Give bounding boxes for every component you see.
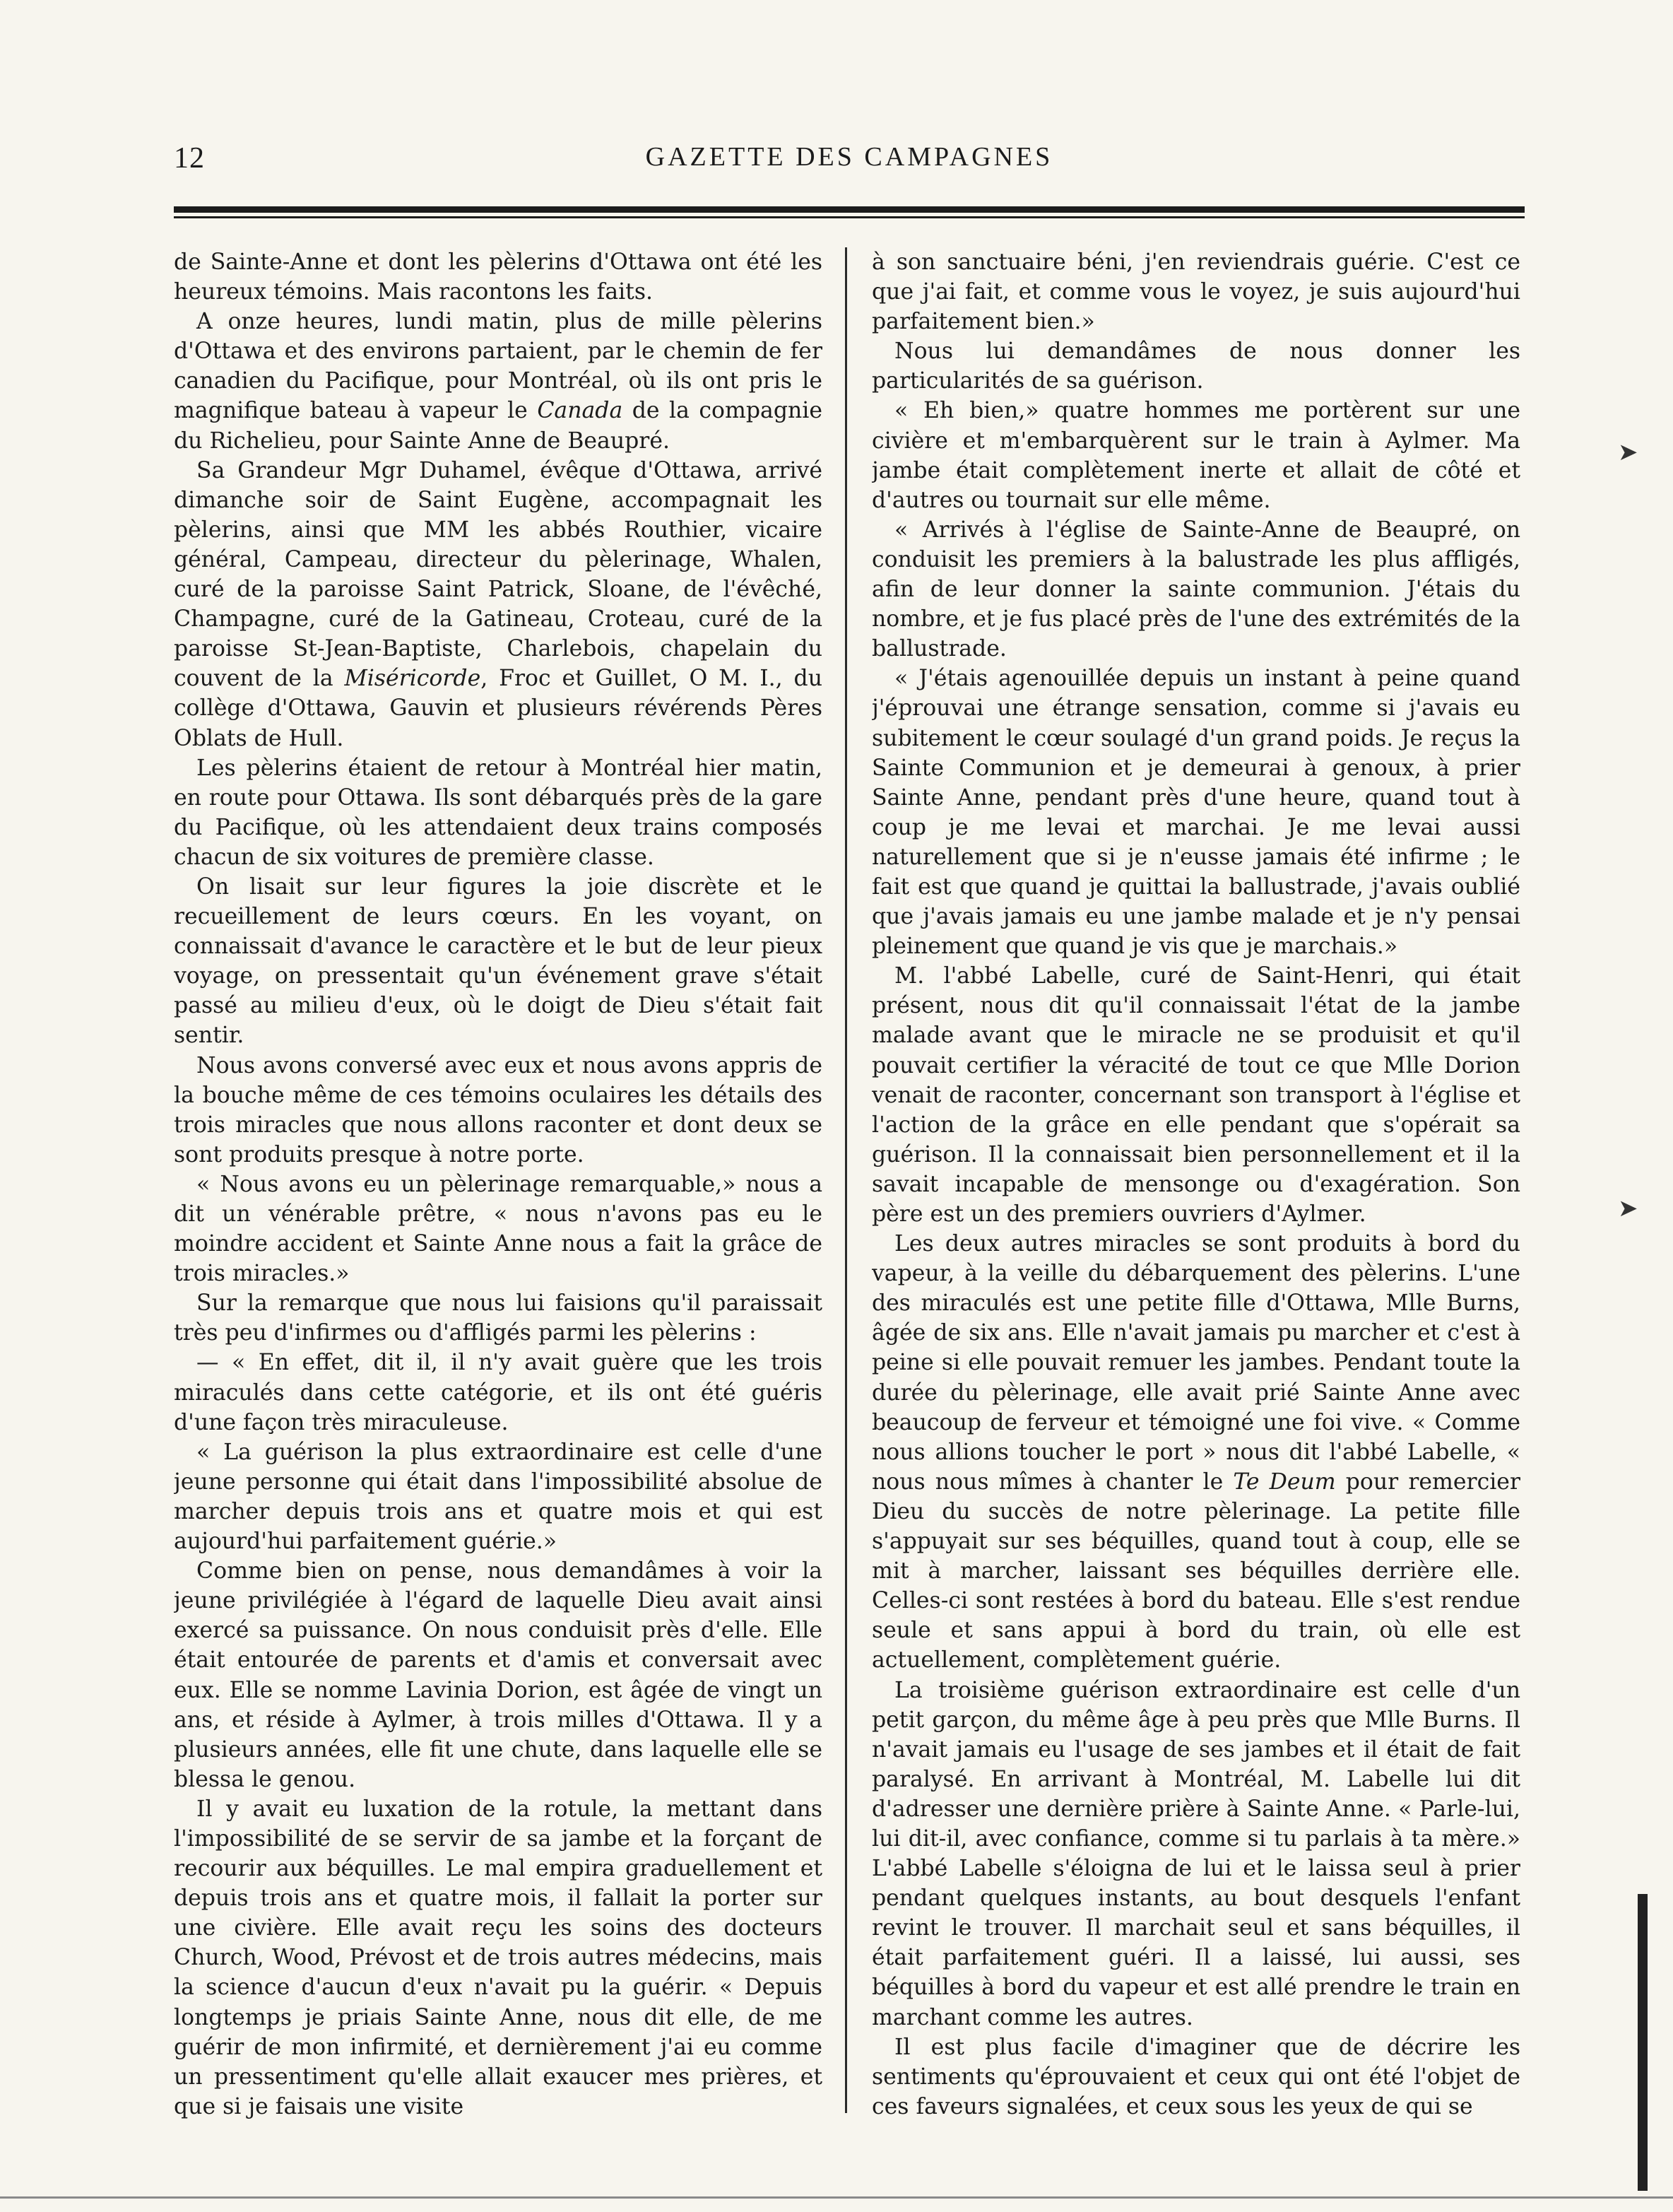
scan-speck: ➤ <box>1618 1194 1638 1223</box>
header-rule-thick <box>174 206 1525 213</box>
paragraph: M. l'abbé Labelle, curé de Saint-Henri, qui était présent, nous dit qu'il connaissait l'état de la jambe malade avant que le miracle ne se produisit et qu'il pouvait certifier la véracité de tout ce que Mlle Dorion venait de raconter, concernant son transport à l'église et l'action de la grâce en elle pendant que s'opérait sa guérison. Il la connaissait bien personnellement et il la savait incapable de mensonge ou d'exagération. Son père est un des premiers ouvriers d'Aylmer. <box>872 963 1520 1227</box>
paragraph: Sa Grandeur Mgr Duhamel, évêque d'Ottawa, arrivé dimanche soir de Saint Eugène, accompagnait les pèlerins, ainsi que MM les abbés Routhier, vicaire général, Campeau, directeur du pèlerinage, Whalen, curé de la paroisse Saint Patrick, Sloane, de l'évêché, Champagne, curé de la Gatineau, Croteau, curé de la paroisse St-Jean-Baptiste, Charlebois, chapelain du couvent de la Miséricorde, Froc et Guillet, O M. I., du collège d'Ottawa, Gauvin et plusieurs révérends Pères Oblats de Hull. <box>174 457 822 751</box>
page-header <box>174 141 1525 184</box>
paragraph: Les deux autres miracles se sont produits à bord du vapeur, à la veille du débarquement des pèlerins. L'une des miraculés est une petite fille d'Ottawa, Mlle Burns, âgée de six ans. Elle n'avait jamais pu marcher et c'est à peine si elle pouvait remuer les jambes. Pendant toute la durée du pèlerinage, elle avait prié Sainte Anne avec beaucoup de ferveur et témoigné une foi vive. « Comme nous allions toucher le port » nous dit l'abbé Labelle, « nous nous mîmes à chanter le Te Deum pour remercier Dieu du succès de notre pèlerinage. La petite fille s'appuyait sur ses béquilles, quand tout à coup, elle se mit à marcher, laissant ses béquilles derrière elle. Celles-ci sont restées à bord du bateau. Elle s'est rendue seule et sans appui à bord du train, où elle est actuellement, complètement guérie. <box>872 1231 1520 1673</box>
paragraph: « Eh bien,» quatre hommes me portèrent sur une civière et m'embarquèrent sur le train à Aylmer. Ma jambe était complètement inerte et allait de côté et d'autres ou tournait sur elle même. <box>872 398 1520 513</box>
paragraph: La troisième guérison extraordinaire est celle d'un petit garçon, du même âge à peu près que Mlle Burns. Il n'avait jamais eu l'usage de ses jambes et il était de fait paralysé. En arrivant à Montréal, M. Labelle lui dit d'adresser une dernière prière à Sainte Anne. « Parle-lui, lui dit-il, avec confiance, comme si tu parlais à ta mère.» L'abbé Labelle s'éloigna de lui et le laissa seul à prier pendant quelques instants, au bout desquels l'enfant revint le trouver. Il marchait seul et sans béquilles, il était parfaitement guéri. Il a laissé, lui aussi, ses béquilles à bord du vapeur et est allé prendre le train en marchant comme les autres. <box>872 1677 1520 2030</box>
paragraph: — « En effet, dit il, il n'y avait guère que les trois miraculés dans cette catégorie, et ils ont été guéris d'une façon très miraculeuse. <box>174 1350 822 1435</box>
right-column <box>872 247 1520 2120</box>
paragraph: On lisait sur leur figures la joie discrète et le recueillement de leurs cœurs. En les voyant, on connaissait d'avance le caractère et le but de leur pieux voyage, on pressentait qu'un événement grave s'était passé au milieu d'eux, où le doigt de Dieu s'était fait sentir. <box>174 873 822 1049</box>
paragraph: « La guérison la plus extraordinaire est celle d'une jeune personne qui était dans l'impossibilité absolue de marcher depuis trois ans et quatre mois et qui est aujourd'hui parfaitement guérie.» <box>174 1439 822 1555</box>
scan-bottom-line <box>0 2196 1673 2199</box>
paragraph: Sur la remarque que nous lui faisions qu'il paraissait très peu d'infirmes ou d'affligés parmi les pèlerins : <box>174 1290 822 1346</box>
running-title: GAZETTE DES CAMPAGNES <box>645 142 1053 172</box>
left-column <box>174 247 822 2120</box>
page-number: 12 <box>174 142 205 175</box>
header-rule-thin <box>174 216 1525 218</box>
paragraph: de Sainte-Anne et dont les pèlerins d'Ottawa ont été les heureux témoins. Mais racontons les faits. <box>174 249 822 305</box>
paragraph: à son sanctuaire béni, j'en reviendrais guérie. C'est ce que j'ai fait, et comme vous le voyez, je suis aujourd'hui parfaitement bien.» <box>872 249 1520 335</box>
paragraph: A onze heures, lundi matin, plus de mille pèlerins d'Ottawa et des environs partaient, par le chemin de fer canadien du Pacifique, pour Montréal, où ils ont pris le magnifique bateau à vapeur le Canada de la compagnie du Richelieu, pour Sainte Anne de Beaupré. <box>174 309 822 454</box>
paragraph: « Nous avons eu un pèlerinage remarquable,» nous a dit un vénérable prêtre, « nous n'avons pas eu le moindre accident et Sainte Anne nous a fait la grâce de trois miracles.» <box>174 1171 822 1287</box>
paragraph: Nous lui demandâmes de nous donner les particularités de sa guérison. <box>872 339 1520 394</box>
scan-edge-shadow <box>1638 1894 1648 2191</box>
paragraph: Comme bien on pense, nous demandâmes à voir la jeune privilégiée à l'égard de laquelle Dieu avait ainsi exercé sa puissance. On nous conduisit près d'elle. Elle était entourée de parents et d'amis et conversait avec eux. Elle se nomme Lavinia Dorion, est âgée de vingt un ans, et réside à Aylmer, à trois milles d'Ottawa. Il y a plusieurs années, elle fit une chute, dans laquelle elle se blessa le genou. <box>174 1558 822 1792</box>
paragraph: Les pèlerins étaient de retour à Montréal hier matin, en route pour Ottawa. Ils sont débarqués près de la gare du Pacifique, où les attendaient deux trains composés chacun de six voitures de première classe. <box>174 755 822 870</box>
paragraph: « Arrivés à l'église de Sainte-Anne de Beaupré, on conduisit les premiers à la balustrade les plus affligés, afin de leur donner la sainte communion. J'étais du nombre, et je fus placé près de l'une des extrémités de la ballustrade. <box>872 517 1520 662</box>
column-divider <box>845 247 847 2113</box>
paragraph: Nous avons conversé avec eux et nous avons appris de la bouche même de ces témoins oculaires les détails des trois miracles que nous allons raconter et dont deux se sont produits presque à notre porte. <box>174 1052 822 1167</box>
scan-speck: ➤ <box>1618 438 1638 466</box>
paragraph: Il est plus facile d'imaginer que de décrire les sentiments qu'éprouvaient et ceux qui ont été l'objet de ces faveurs signalées, et ceux sous les yeux de qui se <box>872 2034 1520 2119</box>
paragraph: Il y avait eu luxation de la rotule, la mettant dans l'impossibilité de se servir de sa jambe et la forçant de recourir aux béquilles. Le mal empira graduellement et depuis trois ans et quatre mois, il fallait la porter sur une civière. Elle avait reçu les soins des docteurs Church, Wood, Prévost et de trois autres médecins, mais la science d'aucun d'eux n'avait pu la guérir. « Depuis longtemps je priais Sainte Anne, nous dit elle, de me guérir de mon infirmité, et dernièrement j'ai eu comme un pressentiment qu'elle allait exaucer mes prières, et que si je faisais une visite <box>174 1796 822 2119</box>
paragraph: « J'étais agenouillée depuis un instant à peine quand j'éprouvai une étrange sensation, comme si j'avais eu subitement le cœur soulagé d'un grand poids. Je reçus la Sainte Communion et je demeurai à genoux, à prier Sainte Anne, pendant près d'une heure, quand tout à coup je me levai et marchai. Je me levai aussi naturellement que si je n'eusse jamais été infirme ; le fait est que quand je quittai la ballustrade, j'avais oublié que j'avais jamais eu une jambe malade et je n'y pensai pleinement que quand je vis que je marchais.» <box>872 666 1520 960</box>
